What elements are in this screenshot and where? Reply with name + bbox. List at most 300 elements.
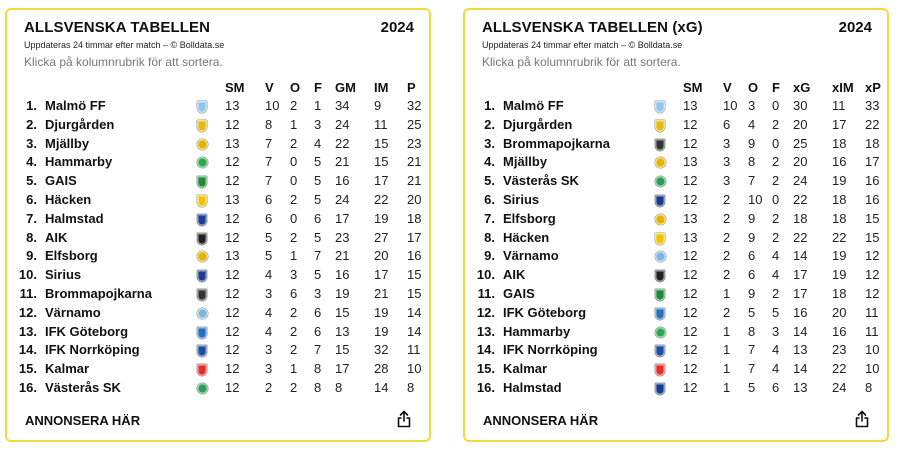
- stat-xim: 11: [832, 98, 846, 113]
- stat-o: 6: [748, 267, 756, 283]
- vasteras-sk-crest-icon: [655, 176, 666, 187]
- stat-xim: 18: [832, 286, 847, 301]
- stat-xim: 18: [832, 210, 847, 226]
- stat-xg: 14: [793, 361, 808, 377]
- stat-xg: 22: [793, 192, 808, 207]
- table-row: [465, 342, 887, 361]
- table-row: [465, 173, 887, 192]
- stat-gm: 8: [335, 380, 343, 395]
- stat-gm: 21: [335, 248, 350, 264]
- column-header-v[interactable]: V: [265, 80, 274, 95]
- table-row: [7, 267, 429, 286]
- column-header-f[interactable]: F: [314, 80, 322, 95]
- stat-o: 2: [290, 342, 298, 358]
- stat-xg: 20: [793, 154, 808, 170]
- stat-sm: 12: [683, 342, 698, 358]
- position-number: 11.: [477, 286, 495, 301]
- stat-o: 5: [748, 380, 756, 395]
- stat-f: 3: [314, 116, 322, 132]
- stat-f: 2: [772, 210, 780, 226]
- stat-v: 10: [265, 98, 280, 113]
- djurgarden-crest-icon: [197, 120, 207, 132]
- stat-sm: 12: [683, 380, 698, 395]
- stat-xp: 15: [865, 229, 880, 245]
- varnamo-crest-icon: [197, 308, 208, 319]
- stat-p: 16: [407, 248, 422, 264]
- stat-im: 20: [374, 248, 389, 264]
- stat-v: 3: [723, 135, 731, 151]
- position-number: 10.: [476, 267, 495, 283]
- stat-im: 21: [374, 286, 389, 301]
- stat-xim: 22: [832, 361, 847, 377]
- stat-f: 7: [314, 248, 322, 264]
- stat-sm: 12: [683, 267, 698, 283]
- stat-xp: 8: [865, 380, 873, 395]
- team-name: Värnamo: [45, 304, 101, 320]
- stat-xim: 19: [832, 248, 847, 264]
- stat-xim: 16: [832, 154, 847, 170]
- stat-o: 9: [748, 135, 756, 151]
- position-number: 15.: [476, 361, 495, 377]
- stat-o: 10: [748, 192, 763, 207]
- team-name: Kalmar: [45, 361, 90, 377]
- stat-im: 19: [374, 304, 389, 320]
- stat-v: 4: [265, 267, 273, 283]
- column-header-p[interactable]: P: [407, 80, 416, 95]
- malmo-ff-crest-icon: [197, 101, 207, 113]
- stat-v: 7: [265, 154, 273, 170]
- stat-f: 5: [314, 192, 322, 207]
- stat-p: 14: [407, 304, 422, 320]
- stat-sm: 13: [683, 210, 698, 226]
- stat-v: 6: [265, 192, 273, 207]
- stat-o: 7: [748, 342, 756, 358]
- stat-v: 1: [723, 361, 731, 377]
- table-row: [465, 211, 887, 230]
- team-name: Mjällby: [503, 154, 548, 170]
- stat-p: 14: [407, 323, 422, 339]
- gais-crest-icon: [197, 176, 207, 188]
- column-header-im[interactable]: IM: [374, 80, 389, 95]
- stat-v: 4: [265, 323, 273, 339]
- season-year: 2024: [838, 19, 872, 36]
- stat-xp: 15: [865, 210, 880, 226]
- table-row: [7, 305, 429, 324]
- position-number: 3.: [484, 135, 495, 151]
- halmstad-crest-icon: [655, 383, 665, 395]
- stat-o: 9: [748, 229, 756, 245]
- xg-standings-table-panel: [463, 8, 889, 442]
- stat-p: 15: [407, 286, 422, 301]
- stat-im: 17: [374, 173, 389, 189]
- stat-xg: 13: [793, 380, 808, 395]
- stat-xim: 22: [832, 229, 847, 245]
- table-row: [465, 192, 887, 211]
- table-row: [7, 173, 429, 192]
- team-name: Häcken: [45, 192, 92, 207]
- table-row: [465, 154, 887, 173]
- stat-v: 2: [723, 304, 731, 320]
- stat-o: 2: [290, 192, 298, 207]
- stat-sm: 13: [683, 154, 698, 170]
- stat-v: 3: [723, 154, 731, 170]
- column-header-xg[interactable]: xG: [793, 80, 811, 95]
- elfsborg-crest-icon: [197, 251, 208, 262]
- stat-p: 23: [407, 135, 422, 151]
- stat-p: 11: [407, 342, 421, 358]
- stat-sm: 12: [225, 342, 240, 358]
- stat-o: 0: [290, 154, 298, 170]
- stat-o: 2: [290, 380, 298, 395]
- stat-f: 8: [314, 361, 322, 377]
- stat-xp: 16: [865, 173, 880, 189]
- table-row: [7, 154, 429, 173]
- stat-gm: 13: [335, 323, 350, 339]
- stat-o: 8: [748, 154, 756, 170]
- advertise-link[interactable]: ANNONSERA HÄR: [25, 413, 141, 428]
- team-name: Elfsborg: [503, 210, 556, 226]
- stat-v: 2: [723, 192, 731, 207]
- stat-sm: 12: [225, 116, 240, 132]
- stat-f: 4: [772, 342, 780, 358]
- stat-xp: 18: [865, 135, 880, 151]
- team-name: Värnamo: [503, 248, 559, 264]
- stat-sm: 12: [683, 192, 698, 207]
- gais-crest-icon: [655, 289, 665, 301]
- stat-o: 2: [290, 229, 298, 245]
- position-number: 6.: [26, 192, 37, 207]
- stat-im: 15: [374, 135, 389, 151]
- panel-title: ALLSVENSKA TABELLEN (xG): [482, 19, 703, 36]
- column-header-o[interactable]: O: [748, 80, 759, 95]
- stat-v: 6: [723, 116, 731, 132]
- ifk-norrkoping-crest-icon: [655, 345, 665, 357]
- stat-xim: 19: [832, 173, 847, 189]
- stat-xg: 24: [793, 173, 808, 189]
- table-row: [7, 286, 429, 305]
- position-number: 3.: [26, 135, 37, 151]
- stat-o: 6: [748, 248, 756, 264]
- stat-o: 0: [290, 173, 298, 189]
- share-icon[interactable]: [396, 410, 412, 428]
- stat-p: 18: [407, 210, 422, 226]
- stat-v: 7: [265, 173, 273, 189]
- stat-o: 1: [290, 116, 298, 132]
- sirius-crest-icon: [197, 270, 207, 282]
- ifk-goteborg-crest-icon: [655, 308, 665, 320]
- stat-o: 8: [748, 323, 756, 339]
- stat-f: 2: [772, 116, 780, 132]
- table-row: [465, 136, 887, 155]
- stat-p: 10: [407, 361, 422, 377]
- panel-title: ALLSVENSKA TABELLEN: [24, 19, 211, 36]
- stat-o: 9: [748, 210, 756, 226]
- position-number: 12.: [476, 304, 495, 320]
- position-number: 6.: [484, 192, 495, 207]
- stat-o: 1: [290, 248, 298, 264]
- stat-f: 2: [772, 154, 780, 170]
- column-header-v[interactable]: V: [723, 80, 732, 95]
- stat-o: 5: [748, 304, 756, 320]
- team-name: Djurgården: [503, 116, 573, 132]
- position-number: 5.: [26, 173, 37, 189]
- stat-gm: 17: [335, 361, 350, 377]
- stat-f: 4: [772, 267, 780, 283]
- stat-sm: 12: [683, 286, 698, 301]
- stat-gm: 16: [335, 173, 350, 189]
- position-number: 11.: [19, 286, 37, 301]
- stat-xp: 11: [865, 304, 879, 320]
- stat-v: 2: [723, 210, 731, 226]
- stat-p: 8: [407, 380, 415, 395]
- stat-sm: 12: [683, 135, 698, 151]
- stat-f: 3: [772, 323, 780, 339]
- team-name: Mjällby: [45, 135, 90, 151]
- stat-v: 1: [723, 380, 731, 395]
- stat-xim: 23: [832, 342, 847, 358]
- stat-gm: 24: [335, 116, 350, 132]
- stat-f: 2: [772, 229, 780, 245]
- stat-v: 5: [265, 248, 273, 264]
- stat-f: 4: [314, 135, 322, 151]
- stat-o: 3: [290, 267, 298, 283]
- stat-sm: 13: [225, 98, 240, 113]
- team-name: Elfsborg: [45, 248, 98, 264]
- team-name: Hammarby: [503, 323, 571, 339]
- stat-xg: 14: [793, 323, 808, 339]
- stat-xim: 24: [832, 380, 847, 395]
- column-header-xim[interactable]: xIM: [832, 80, 854, 95]
- varnamo-crest-icon: [655, 251, 666, 262]
- stat-im: 19: [374, 210, 389, 226]
- stat-xg: 18: [793, 210, 808, 226]
- stat-sm: 12: [225, 229, 240, 245]
- hammarby-crest-icon: [197, 157, 208, 168]
- stat-o: 4: [748, 116, 756, 132]
- position-number: 1.: [26, 98, 37, 113]
- stat-xp: 10: [865, 342, 880, 358]
- stat-xim: 20: [832, 304, 847, 320]
- stat-sm: 12: [225, 267, 240, 283]
- stat-o: 2: [290, 304, 298, 320]
- stat-xp: 10: [865, 361, 880, 377]
- position-number: 13.: [476, 323, 495, 339]
- stat-sm: 12: [683, 323, 698, 339]
- stat-xp: 33: [865, 98, 880, 113]
- table-row: [465, 324, 887, 343]
- stat-f: 4: [772, 248, 780, 264]
- table-row: [465, 230, 887, 249]
- column-headers: [7, 80, 429, 96]
- stat-p: 15: [407, 267, 422, 283]
- team-name: AIK: [503, 267, 526, 283]
- stat-im: 11: [374, 116, 388, 132]
- kalmar-crest-icon: [197, 364, 207, 376]
- stat-f: 2: [772, 173, 780, 189]
- stat-xg: 25: [793, 135, 808, 151]
- stat-o: 7: [748, 361, 756, 377]
- stat-f: 2: [772, 286, 780, 301]
- stat-im: 14: [374, 380, 389, 395]
- stat-xim: 16: [832, 323, 847, 339]
- stat-p: 32: [407, 98, 422, 113]
- stat-gm: 15: [335, 304, 350, 320]
- column-header-o[interactable]: O: [290, 80, 301, 95]
- position-number: 8.: [26, 229, 37, 245]
- table-row: [7, 192, 429, 211]
- position-number: 7.: [484, 210, 495, 226]
- stat-xg: 17: [793, 267, 808, 283]
- stat-v: 2: [723, 267, 731, 283]
- stat-sm: 12: [683, 248, 698, 264]
- stat-f: 5: [314, 173, 322, 189]
- stat-sm: 12: [225, 210, 240, 226]
- stat-gm: 22: [335, 135, 350, 151]
- stat-o: 3: [748, 98, 756, 113]
- team-name: Häcken: [503, 229, 550, 245]
- team-name: Sirius: [503, 192, 540, 207]
- stat-p: 25: [407, 116, 422, 132]
- table-row: [465, 98, 887, 117]
- stat-v: 5: [265, 229, 273, 245]
- stat-xp: 12: [865, 248, 880, 264]
- stat-im: 27: [374, 229, 389, 245]
- stat-sm: 12: [225, 286, 240, 301]
- table-row: [7, 380, 429, 399]
- stat-v: 2: [723, 248, 731, 264]
- stat-sm: 12: [225, 154, 240, 170]
- stat-im: 15: [374, 154, 389, 170]
- team-name: AIK: [45, 229, 68, 245]
- table-row: [7, 230, 429, 249]
- team-name: Kalmar: [503, 361, 548, 377]
- stat-sm: 12: [683, 116, 698, 132]
- stat-p: 21: [407, 154, 422, 170]
- stat-f: 1: [314, 98, 322, 113]
- position-number: 7.: [26, 210, 37, 226]
- ifk-goteborg-crest-icon: [197, 327, 207, 339]
- stat-p: 21: [407, 173, 422, 189]
- stat-o: 1: [290, 361, 298, 377]
- position-number: 2.: [484, 116, 495, 132]
- hacken-crest-icon: [655, 233, 665, 245]
- stat-im: 9: [374, 98, 382, 113]
- hammarby-crest-icon: [655, 327, 666, 338]
- stat-sm: 13: [683, 229, 698, 245]
- stat-v: 1: [723, 342, 731, 358]
- stat-sm: 12: [683, 304, 698, 320]
- elfsborg-crest-icon: [655, 214, 666, 225]
- stat-sm: 13: [225, 192, 240, 207]
- team-name: Brommapojkarna: [503, 135, 610, 151]
- hacken-crest-icon: [197, 195, 207, 207]
- brommapojkarna-crest-icon: [655, 139, 665, 151]
- position-number: 1.: [484, 98, 495, 113]
- season-year: 2024: [380, 19, 414, 36]
- stat-p: 20: [407, 192, 422, 207]
- team-name: IFK Göteborg: [45, 323, 129, 339]
- stat-v: 1: [723, 323, 731, 339]
- position-number: 12.: [18, 304, 37, 320]
- team-name: IFK Norrköping: [45, 342, 140, 358]
- column-header-gm[interactable]: GM: [335, 80, 356, 95]
- stat-f: 0: [772, 98, 780, 113]
- advertise-link[interactable]: ANNONSERA HÄR: [483, 413, 599, 428]
- stat-gm: 24: [335, 192, 350, 207]
- table-row: [7, 248, 429, 267]
- stat-o: 0: [290, 210, 298, 226]
- vasteras-sk-crest-icon: [197, 383, 208, 394]
- column-header-sm[interactable]: SM: [683, 80, 703, 95]
- stat-o: 7: [748, 173, 756, 189]
- halmstad-crest-icon: [197, 214, 207, 226]
- stat-gm: 17: [335, 210, 350, 226]
- stat-xg: 13: [793, 342, 808, 358]
- column-header-sm[interactable]: SM: [225, 80, 245, 95]
- malmo-ff-crest-icon: [655, 101, 665, 113]
- brommapojkarna-crest-icon: [197, 289, 207, 301]
- sort-hint: Klicka på kolumnrubrik för att sortera.: [24, 55, 223, 69]
- stat-sm: 13: [225, 248, 240, 264]
- stat-v: 4: [265, 304, 273, 320]
- aik-crest-icon: [655, 270, 665, 282]
- stat-sm: 12: [683, 361, 698, 377]
- stat-xp: 22: [865, 116, 880, 132]
- stat-im: 17: [374, 267, 389, 283]
- column-header-f[interactable]: F: [772, 80, 780, 95]
- table-row: [465, 361, 887, 380]
- stat-v: 2: [723, 229, 731, 245]
- stat-sm: 12: [683, 173, 698, 189]
- table-row: [465, 305, 887, 324]
- stat-xim: 18: [832, 192, 847, 207]
- column-header-xp[interactable]: xP: [865, 80, 881, 95]
- team-name: Djurgården: [45, 116, 115, 132]
- position-number: 4.: [484, 154, 495, 170]
- stat-xg: 20: [793, 116, 808, 132]
- team-name: Halmstad: [503, 380, 562, 395]
- stat-xp: 12: [865, 267, 880, 283]
- stat-f: 0: [772, 192, 780, 207]
- stat-v: 3: [265, 342, 273, 358]
- table-row: [7, 117, 429, 136]
- team-name: Västerås SK: [503, 173, 579, 189]
- stat-xg: 17: [793, 286, 808, 301]
- stat-gm: 34: [335, 98, 350, 113]
- stat-sm: 12: [225, 361, 240, 377]
- stat-f: 0: [772, 135, 780, 151]
- position-number: 14.: [476, 342, 495, 358]
- stat-xp: 11: [865, 323, 879, 339]
- table-row: [7, 136, 429, 155]
- stat-v: 2: [265, 380, 273, 395]
- stat-im: 32: [374, 342, 389, 358]
- stat-xim: 19: [832, 267, 847, 283]
- stat-f: 7: [314, 342, 322, 358]
- stat-v: 7: [265, 135, 273, 151]
- kalmar-crest-icon: [655, 364, 665, 376]
- stat-f: 8: [314, 380, 322, 395]
- stat-sm: 12: [225, 304, 240, 320]
- team-name: Malmö FF: [503, 98, 564, 113]
- stat-f: 5: [772, 304, 780, 320]
- table-row: [7, 98, 429, 117]
- position-number: 16.: [476, 380, 495, 395]
- mjallby-crest-icon: [197, 139, 208, 150]
- sort-hint: Klicka på kolumnrubrik för att sortera.: [482, 55, 681, 69]
- position-number: 8.: [484, 229, 495, 245]
- share-icon[interactable]: [854, 410, 870, 428]
